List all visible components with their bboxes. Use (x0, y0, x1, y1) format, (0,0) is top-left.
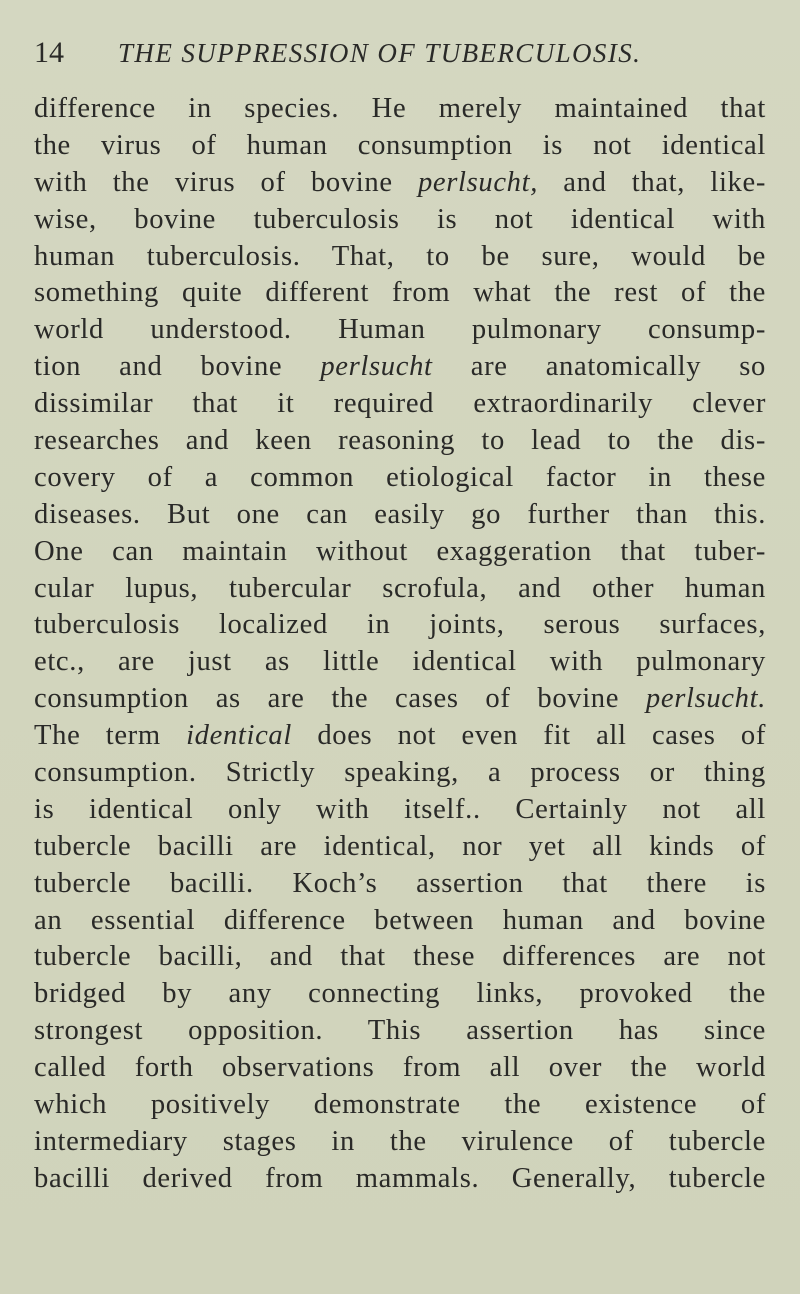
body-text (34, 91, 766, 1198)
text-segment: cular lupus, tubercular scrofula, and other human (34, 572, 766, 604)
text-line (34, 165, 766, 202)
text-segment: etc., are just as little identical with pulmonary (34, 646, 766, 678)
text-segment: an essential difference between human and bovine (34, 904, 766, 936)
text-line (34, 792, 766, 829)
text-segment: intermediary stages in the virulence of tubercle (34, 1125, 766, 1157)
text-segment: something quite different from what the rest of the (34, 277, 766, 309)
text-line (34, 1013, 766, 1050)
text-line (34, 460, 766, 497)
italic-term: perlsucht, (417, 166, 539, 198)
text-line (34, 1087, 766, 1124)
text-line (34, 202, 766, 239)
text-segment: bacilli derived from mammals. Generally, tubercle (34, 1162, 766, 1194)
page-number: 14 (34, 36, 64, 69)
text-segment: world understood. Human pulmonary consump- (34, 314, 766, 346)
text-line (34, 939, 766, 976)
text-line (34, 534, 766, 571)
text-segment: researches and keen reasoning to lead to the dis- (34, 425, 766, 457)
text-segment: dissimilar that it required extraordinarily clever (34, 388, 766, 420)
text-segment: consumption as are the cases of bovine (34, 683, 646, 715)
text-segment: tubercle bacilli are identical, nor yet all kinds of (34, 830, 766, 862)
italic-term: perlsucht. (645, 683, 766, 715)
text-segment: The term (34, 720, 187, 752)
text-line (34, 312, 766, 349)
text-line (34, 681, 766, 718)
text-segment: the virus of human consumption is not identical (34, 129, 766, 161)
text-segment: human tuberculosis. That, to be sure, would be (34, 240, 766, 272)
text-line (34, 755, 766, 792)
text-segment: strongest opposition. This assertion has since (34, 1015, 766, 1047)
text-line (34, 903, 766, 940)
text-segment: wise, bovine tuberculosis is not identical with (34, 203, 766, 235)
text-segment: with the virus of bovine (34, 166, 418, 198)
text-line (34, 644, 766, 681)
text-line (34, 423, 766, 460)
text-segment: difference in species. He merely maintained that (34, 93, 766, 124)
text-line (34, 976, 766, 1013)
text-segment: is identical only with itself.. Certainly not all (34, 793, 766, 825)
text-line (34, 275, 766, 312)
text-line (34, 1124, 766, 1161)
text-segment: diseases. But one can easily go further than this. (34, 498, 766, 530)
text-line (34, 571, 766, 608)
text-line (34, 91, 766, 128)
text-line (34, 1161, 766, 1198)
text-line (34, 349, 766, 386)
text-segment: bridged by any connecting links, provoked the (34, 978, 766, 1010)
text-segment: One can maintain without exaggeration that tuber- (34, 535, 766, 567)
text-segment: and that, like- (538, 166, 766, 198)
text-line (34, 607, 766, 644)
text-line (34, 128, 766, 165)
text-segment: called forth observations from all over the world (34, 1052, 766, 1084)
text-segment: are anatomically so (432, 351, 767, 383)
text-segment: does not even fit all cases of (291, 720, 766, 752)
text-segment: tubercle bacilli, and that these differences are not (34, 941, 766, 973)
text-segment: tuberculosis localized in joints, serous surfaces, (34, 609, 766, 641)
text-line (34, 718, 766, 755)
text-line (34, 1050, 766, 1087)
text-segment: which positively demonstrate the existence of (34, 1089, 766, 1121)
text-segment: covery of a common etiological factor in these (34, 461, 766, 493)
text-line (34, 386, 766, 423)
text-segment: tion and bovine (34, 351, 321, 383)
italic-term: perlsucht (320, 351, 433, 383)
italic-term: identical (186, 720, 292, 752)
text-segment: consumption. Strictly speaking, a process or thing (34, 757, 766, 789)
text-line (34, 239, 766, 276)
page-header (34, 33, 774, 73)
running-head: THE SUPPRESSION OF TUBERCULOSIS. (118, 38, 642, 68)
text-line (34, 829, 766, 866)
text-line (34, 866, 766, 903)
text-line (34, 497, 766, 534)
text-segment: tubercle bacilli. Koch’s assertion that there is (34, 867, 766, 899)
